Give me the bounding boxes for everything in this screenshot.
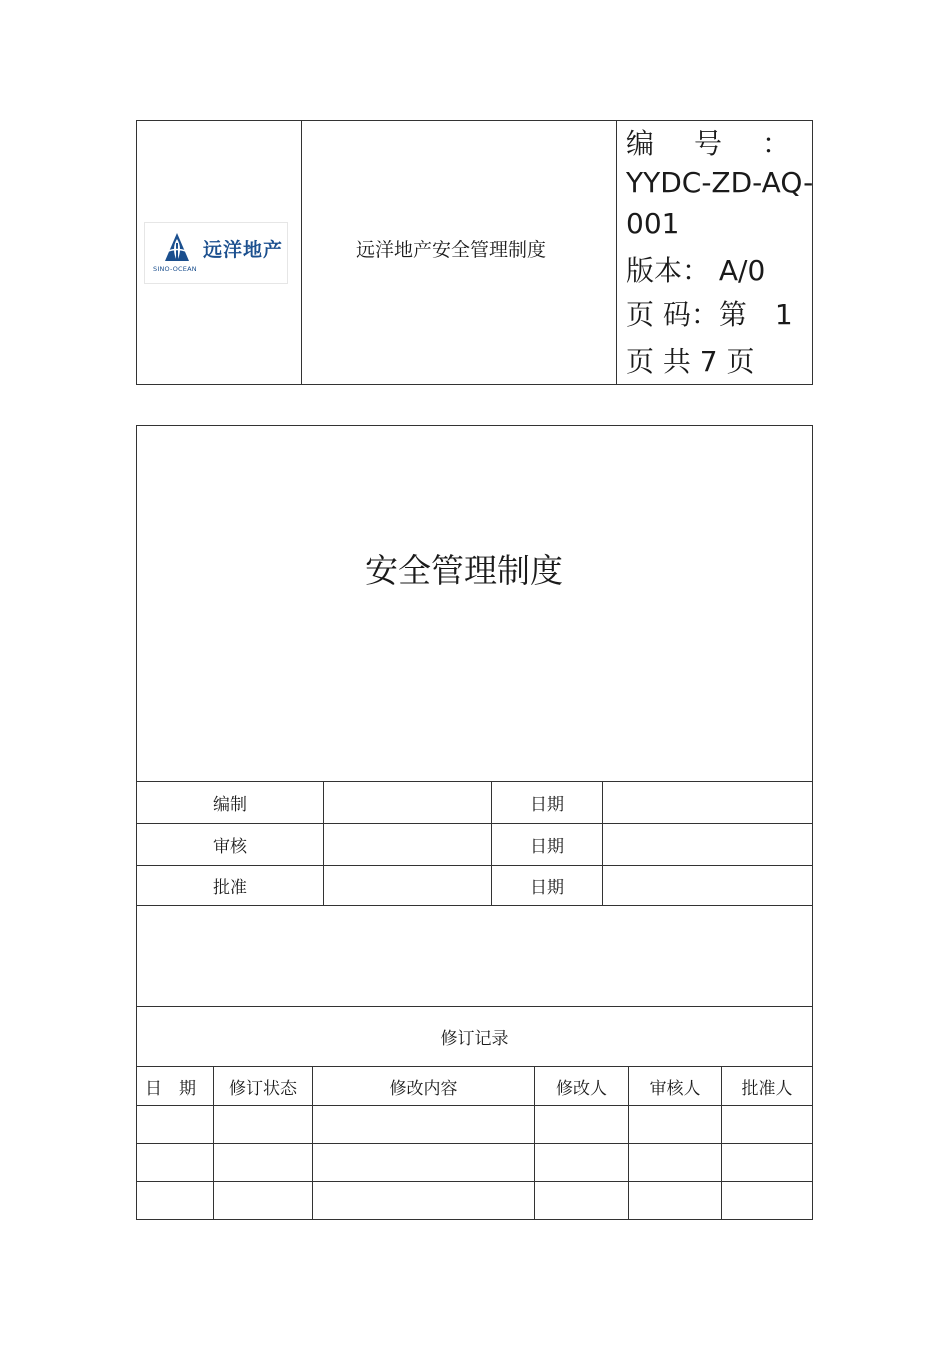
doc-version: 版本： A/0 [626,254,766,287]
revision-col-status: 修订状态 [229,1078,297,1099]
table-row [137,1106,812,1143]
revision-col-date: 日 期 [145,1078,196,1099]
revision-col-approver: 批准人 [741,1078,793,1099]
logo-sub: SINO-OCEAN [153,265,197,273]
sign-value-approve [324,866,491,905]
sign-date-label-approve: 日期 [530,878,564,898]
company-logo [144,222,288,284]
revision-col-reviewer: 审核人 [649,1078,701,1099]
sign-value-review [324,824,491,865]
table-row [137,1182,812,1219]
doc-code-line1: YYDC-ZD-AQ- [626,166,814,199]
doc-page-line1: 页 码：第 1 [626,298,793,331]
revision-col-content: 修改内容 [389,1078,458,1099]
doc-page-line2: 页 共 7 页 [626,345,755,378]
logo-name: 远洋地产 [203,239,284,261]
sign-date-approve [603,866,812,905]
sign-label-approve: 批准 [213,878,247,898]
sign-date-label-review: 日期 [530,837,564,857]
revision-col-modifier: 修改人 [556,1078,607,1099]
main-title: 安全管理制度 [365,550,563,590]
doc-code-line2: 001 [626,207,680,240]
doc-title: 远洋地产安全管理制度 [355,238,546,261]
sign-value-compile [324,782,491,823]
table-row [137,1144,812,1181]
sign-label-review: 审核 [213,837,247,857]
logo-mark-icon [159,231,195,267]
sign-label-compile: 编制 [213,795,247,815]
sign-date-compile [603,782,812,823]
sign-date-review [603,824,812,865]
sign-date-label-compile: 日期 [530,795,564,815]
revision-title: 修订记录 [440,1029,509,1049]
doc-code-label: 编 号 ： [626,127,797,160]
